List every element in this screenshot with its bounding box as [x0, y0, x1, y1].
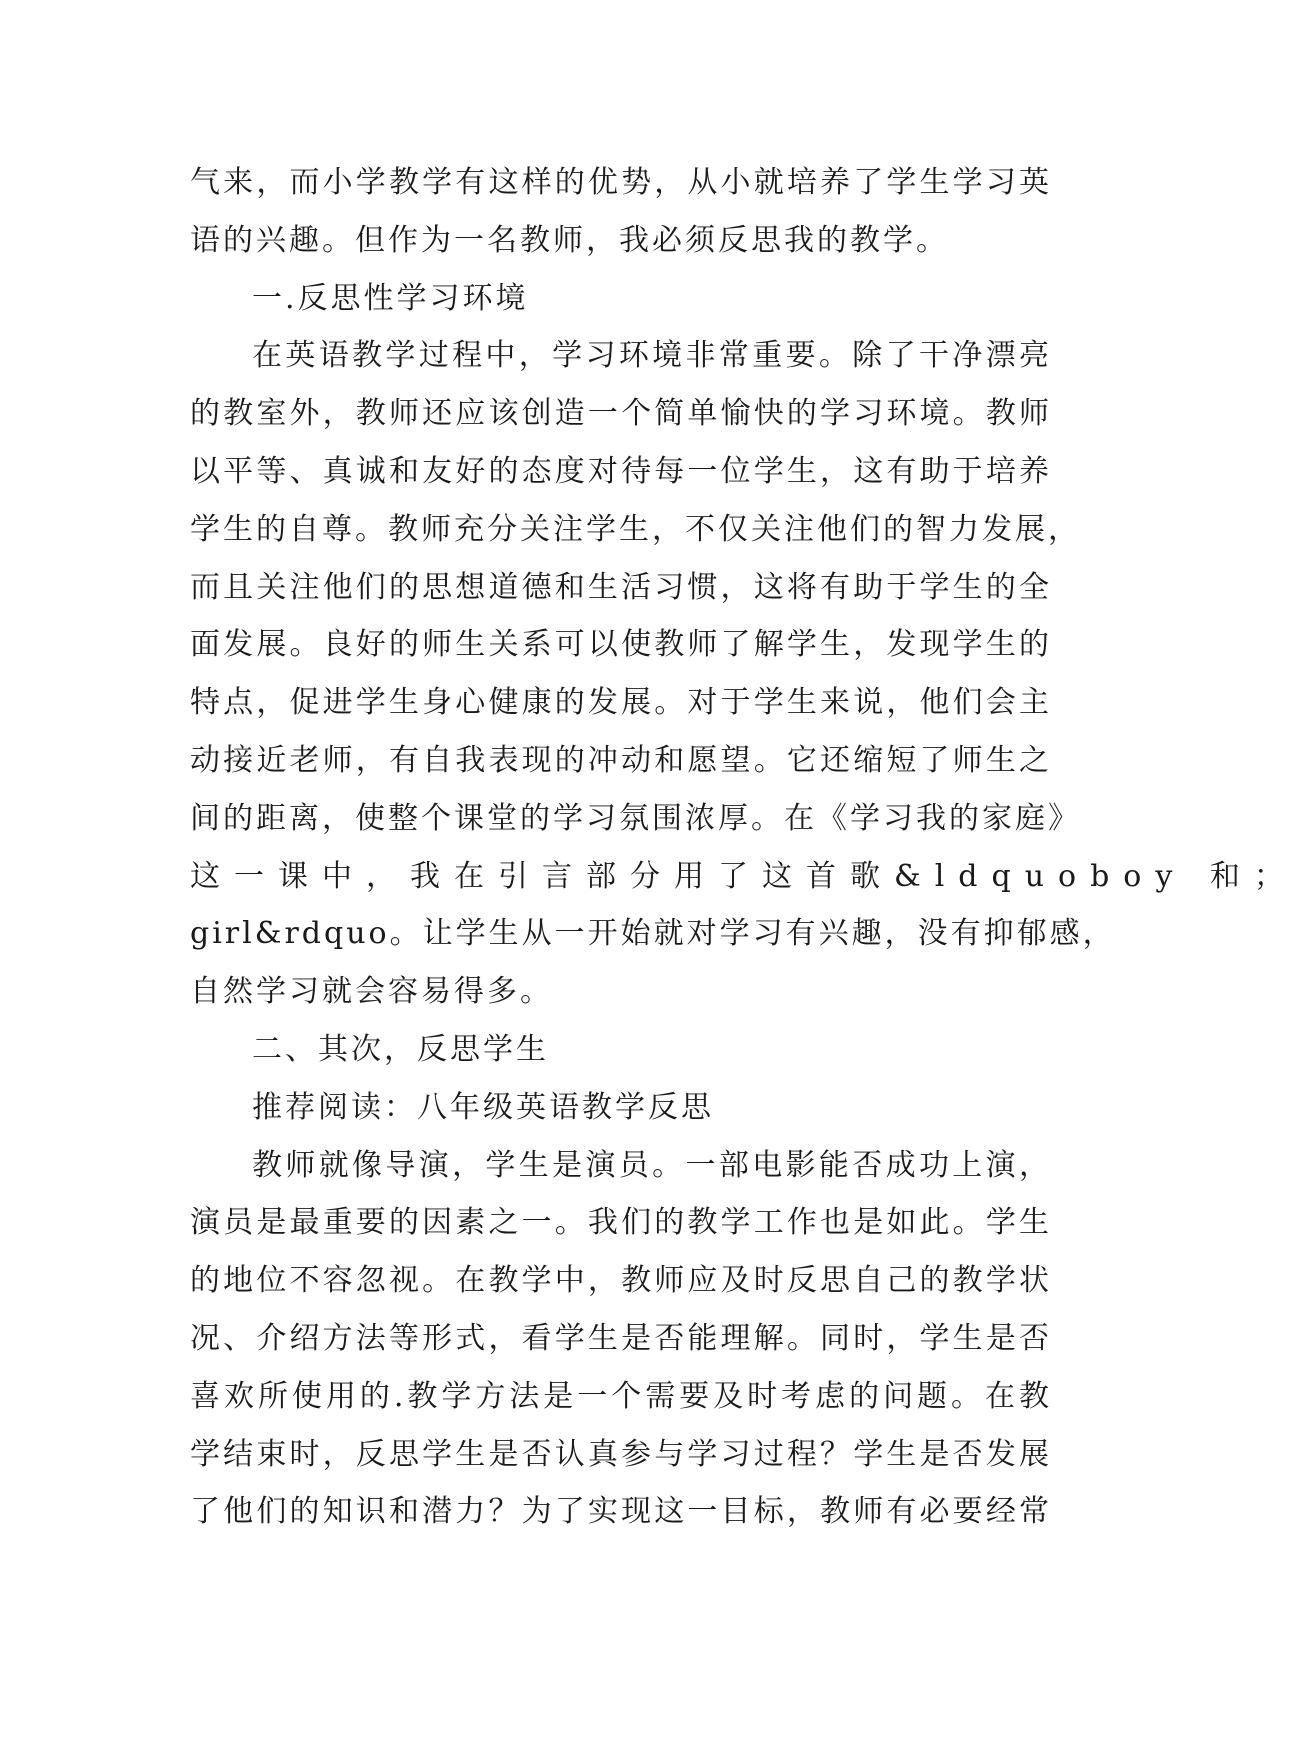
text-line: 自然学习就会容易得多。 [190, 974, 553, 1010]
recommended-reading: 推荐阅读：八年级英语教学反思 [252, 1089, 714, 1125]
text-line: girl&rdquo。让学生从一开始就对学习有兴趣，没有抑郁感， [190, 916, 1116, 952]
text-line: 而且关注他们的思想道德和生活习惯，这将有助于学生的全 [190, 569, 1052, 605]
text-line: 这一课中，我在引言部分用了这首歌&ldquoboy 和； [190, 858, 1298, 894]
section-heading: 一.反思性学习环境 [252, 280, 529, 316]
body-text [190, 154, 1298, 1541]
text-line: 的地位不容忽视。在教学中，教师应及时反思自己的教学状 [190, 1263, 1052, 1299]
text-line: 在英语教学过程中，学习环境非常重要。除了干净漂亮 [252, 338, 1052, 374]
text-line: 况、介绍方法等形式，看学生是否能理解。同时，学生是否 [190, 1320, 1052, 1356]
text-line: 以平等、真诚和友好的态度对待每一位学生，这有助于培养 [190, 453, 1052, 489]
text-line: 特点，促进学生身心健康的发展。对于学生来说，他们会主 [190, 685, 1052, 721]
text-line: 喜欢所使用的.教学方法是一个需要及时考虑的问题。在教 [190, 1378, 1052, 1414]
text-line: 面发展。良好的师生关系可以使教师了解学生，发现学生的 [190, 627, 1052, 663]
text-line: 间的距离，使整个课堂的学习氛围浓厚。在《学习我的家庭》 [190, 800, 1081, 836]
text-line: 语的兴趣。但作为一名教师，我必须反思我的教学。 [190, 222, 949, 258]
text-line: 动接近老师，有自我表现的冲动和愿望。它还缩短了师生之 [190, 742, 1052, 778]
text-line: 气来，而小学教学有这样的优势，从小就培养了学生学习英 [190, 165, 1052, 200]
text-line: 的教室外，教师还应该创造一个简单愉快的学习环境。教师 [190, 396, 1052, 432]
text-line: 了他们的知识和潜力？为了实现这一目标，教师有必要经常 [190, 1494, 1052, 1530]
text-line: 学生的自尊。教师充分关注学生，不仅关注他们的智力发展， [190, 511, 1081, 547]
section-heading: 二、其次，反思学生 [252, 1031, 549, 1067]
text-line: 演员是最重要的因素之一。我们的教学工作也是如此。学生 [190, 1205, 1052, 1241]
text-line: 教师就像导演，学生是演员。一部电影能否成功上演， [252, 1147, 1052, 1183]
text-line: 学结束时，反思学生是否认真参与学习过程？学生是否发展 [190, 1436, 1052, 1472]
